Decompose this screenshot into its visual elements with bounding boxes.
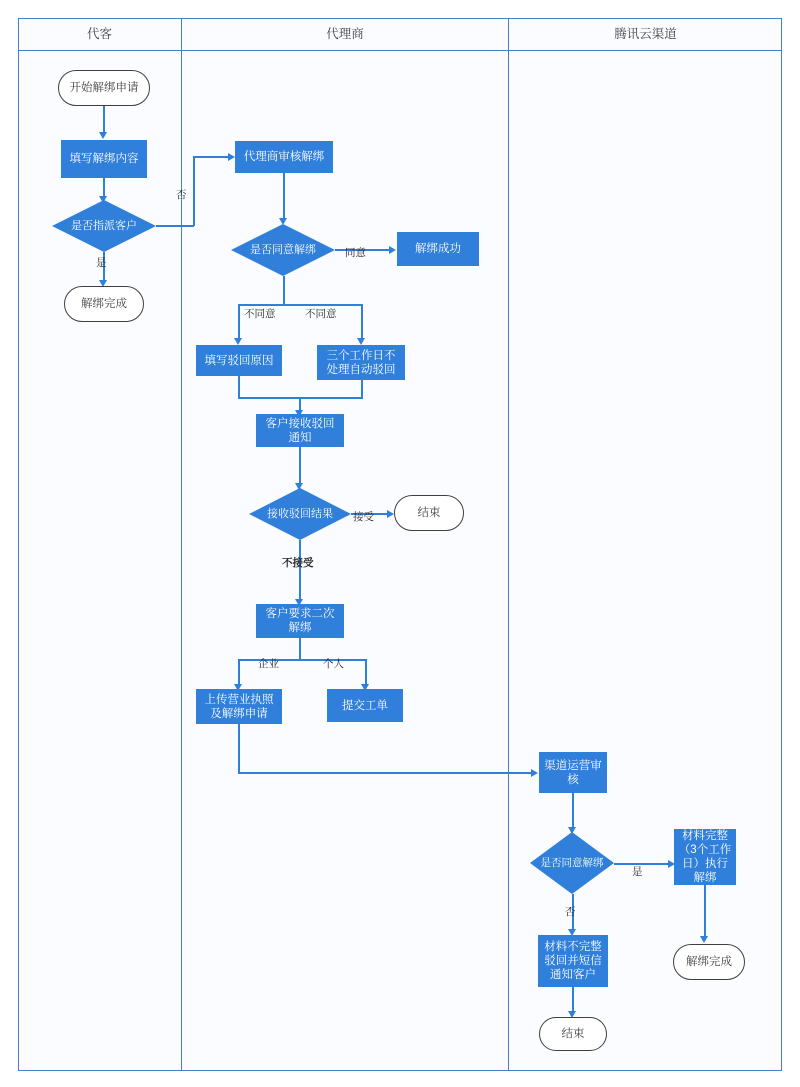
swimlane-header-divider	[18, 50, 782, 51]
edge-second-unbind-stem	[299, 638, 301, 660]
edge-start-to-fill	[103, 106, 105, 134]
edge-label-no-ops: 否	[565, 906, 576, 918]
node-upload-license-and-application[interactable]: 上传营业执照及解绑申请	[196, 689, 282, 724]
lane-divider-2	[508, 18, 509, 1071]
edge-label-not-accept: 不接受	[282, 557, 314, 569]
node-customer-receive-reject-notice[interactable]: 客户接收驳回通知	[256, 414, 344, 447]
edge-label-agree: 同意	[345, 247, 366, 259]
arrow-assign-no	[228, 153, 235, 161]
node-decision-agree-unbind[interactable]	[231, 224, 335, 276]
edge-complete-to-done	[704, 885, 706, 939]
edge-label-yes-ops: 是	[632, 866, 643, 878]
node-materials-complete-execute-unbind[interactable]: 材料完整（3个工作日）执行解绑	[674, 829, 736, 885]
lane-divider-1	[181, 18, 182, 1071]
node-end-tencent[interactable]: 结束	[539, 1017, 607, 1051]
edge-disagree-right-v	[361, 304, 363, 342]
lane-title-tencent: 腾讯云渠道	[614, 27, 677, 41]
edge-auto-reject-down	[361, 380, 363, 398]
node-agent-review-unbind[interactable]: 代理商审核解绑	[235, 141, 333, 173]
edge-assign-no-v	[193, 156, 195, 226]
edge-reject-reason-down	[238, 376, 240, 398]
edge-reject-to-end	[572, 987, 574, 1014]
arrow-agree-to-success	[389, 246, 396, 254]
edge-label-disagree-right: 不同意	[305, 308, 337, 320]
node-decision-reject-result[interactable]	[249, 488, 351, 540]
edge-label-disagree-left: 不同意	[244, 308, 276, 320]
arrow-to-ops	[531, 769, 538, 777]
lane-title-customer: 代客	[86, 27, 112, 41]
node-decision-assign-customer[interactable]	[52, 200, 156, 252]
edge-assign-no-h1	[156, 225, 194, 227]
edge-label-enterprise: 企业	[258, 658, 279, 670]
node-unbind-complete-tencent[interactable]: 解绑完成	[673, 944, 745, 980]
edge-notice-to-result	[299, 447, 301, 486]
edge-review-to-agree	[283, 173, 285, 221]
node-decision-ops-agree-unbind-label: 是否同意解绑	[540, 856, 604, 869]
arrow-start-to-fill	[99, 132, 107, 139]
node-decision-assign-customer-label: 是否指派客户	[71, 219, 137, 232]
edge-personal-v	[365, 659, 367, 687]
node-decision-reject-result-label: 接收驳回结果	[267, 507, 333, 520]
node-submit-ticket[interactable]: 提交工单	[327, 689, 403, 722]
edge-label-yes-assign: 是	[96, 257, 107, 269]
edge-not-accept	[299, 540, 301, 602]
edge-to-ops-h	[238, 772, 535, 774]
edge-label-personal: 个人	[323, 658, 344, 670]
node-auto-reject-3days[interactable]: 三个工作日不处理自动驳回	[317, 345, 405, 380]
edge-to-ops-v	[238, 724, 240, 773]
node-unbind-complete-customer[interactable]: 解绑完成	[64, 286, 144, 322]
node-decision-ops-agree-unbind[interactable]	[530, 832, 614, 894]
node-decision-agree-unbind-label: 是否同意解绑	[250, 243, 316, 256]
edge-label-no-assign: 否	[176, 189, 187, 201]
arrow-disagree-left	[234, 338, 242, 345]
node-unbind-success[interactable]: 解绑成功	[397, 232, 479, 266]
node-customer-request-second-unbind[interactable]: 客户要求二次解绑	[256, 604, 344, 638]
edge-disagree-left-v	[238, 304, 240, 342]
lane-title-agent: 代理商	[326, 27, 364, 41]
node-end-agent[interactable]: 结束	[394, 495, 464, 531]
edge-label-accept: 接受	[353, 511, 374, 523]
arrow-accept-to-end	[387, 510, 394, 518]
arrow-disagree-right	[357, 338, 365, 345]
node-fill-reject-reason[interactable]: 填写驳回原因	[196, 345, 282, 376]
edge-disagree-stem	[283, 276, 285, 305]
node-channel-ops-review[interactable]: 渠道运营审核	[539, 752, 607, 793]
node-fill-unbind-content[interactable]: 填写解绑内容	[61, 140, 147, 178]
edge-assign-no-h2	[193, 156, 232, 158]
node-start-unbind-request[interactable]: 开始解绑申请	[58, 70, 150, 106]
edge-ops-yes	[614, 863, 672, 865]
node-materials-incomplete-reject-sms[interactable]: 材料不完整驳回并短信通知客户	[538, 935, 608, 987]
edge-ops-review-to-decision	[572, 793, 574, 830]
edge-enterprise-v	[238, 659, 240, 687]
arrow-complete-to-done	[700, 936, 708, 943]
